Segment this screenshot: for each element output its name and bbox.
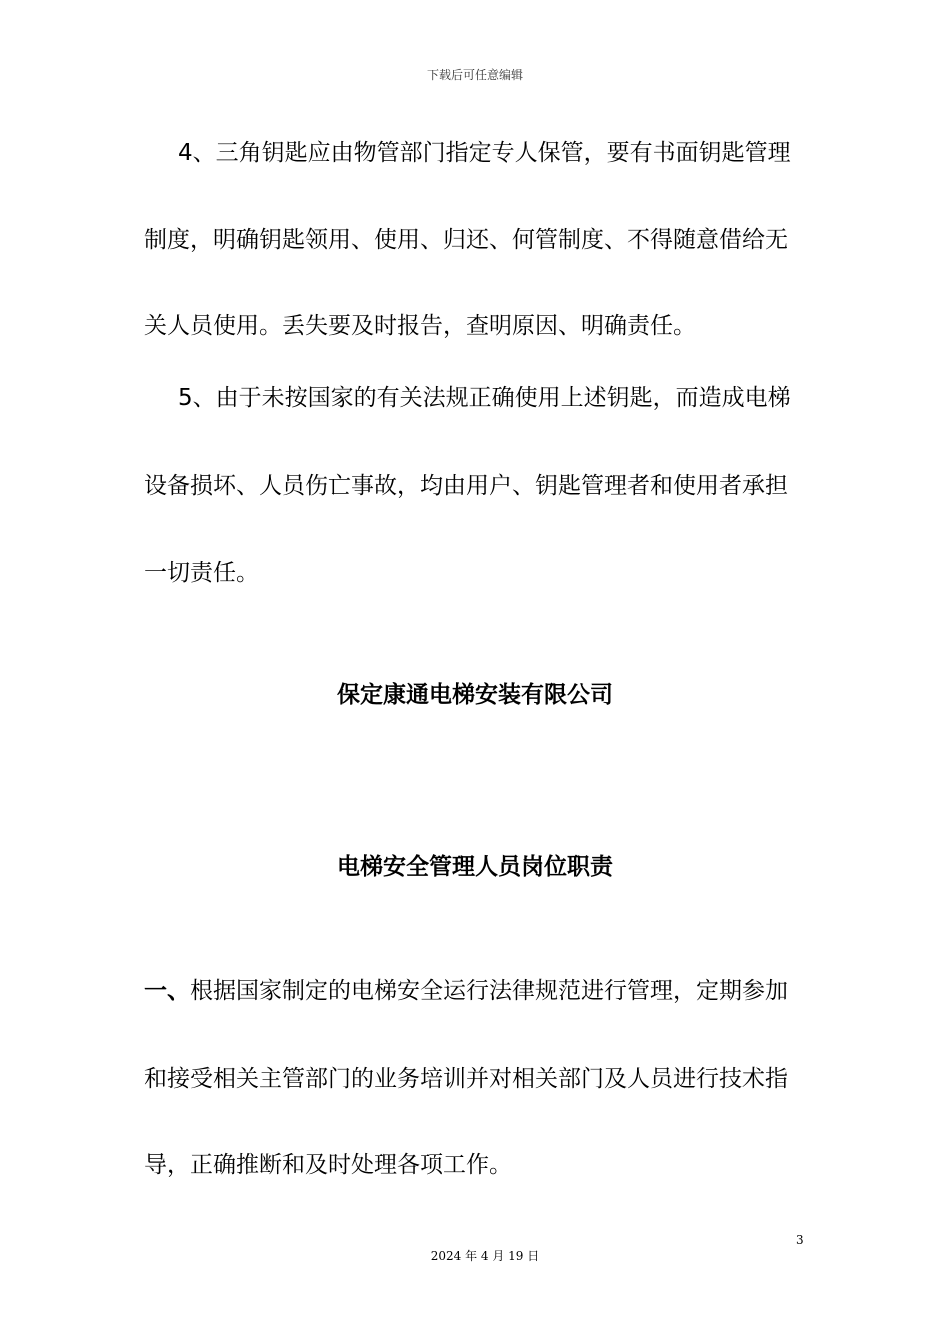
company-name: 保定康通电梯安装有限公司	[337, 682, 613, 708]
paragraph-4-line-1: 4、三角钥匙应由物管部门指定专人保管，要有书面钥匙管理	[178, 140, 791, 166]
item-1-prefix: 一、	[144, 978, 190, 1004]
footer-date: 2024 年 4 月 19 日	[430, 1249, 540, 1263]
paragraph-4-line-2: 制度，明确钥匙领用、使用、归还、何管制度、不得随意借给无	[144, 227, 788, 253]
page-header: 下载后可任意编辑	[426, 68, 523, 82]
item-1-line-2: 和接受相关主管部门的业务培训并对相关部门及人员进行技术指	[144, 1066, 788, 1092]
page-number: 3	[796, 1233, 804, 1247]
paragraph-5-line-2: 设备损坏、人员伤亡事故，均由用户、钥匙管理者和使用者承担	[144, 473, 788, 499]
section-title: 电梯安全管理人员岗位职责	[337, 854, 613, 880]
paragraph-5-line-3: 一切责任。	[144, 560, 259, 586]
paragraph-4-line-3: 关人员使用。丢失要及时报告，查明原因、明确责任。	[144, 313, 696, 339]
item-1-line-3: 导，正确推断和及时处理各项工作。	[144, 1152, 512, 1178]
item-1-line-1-text: 根据国家制定的电梯安全运行法律规范进行管理，定期参加	[190, 978, 788, 1004]
paragraph-5-line-1: 5、由于未按国家的有关法规正确使用上述钥匙，而造成电梯	[178, 385, 791, 411]
item-1-line-1	[144, 976, 788, 1006]
